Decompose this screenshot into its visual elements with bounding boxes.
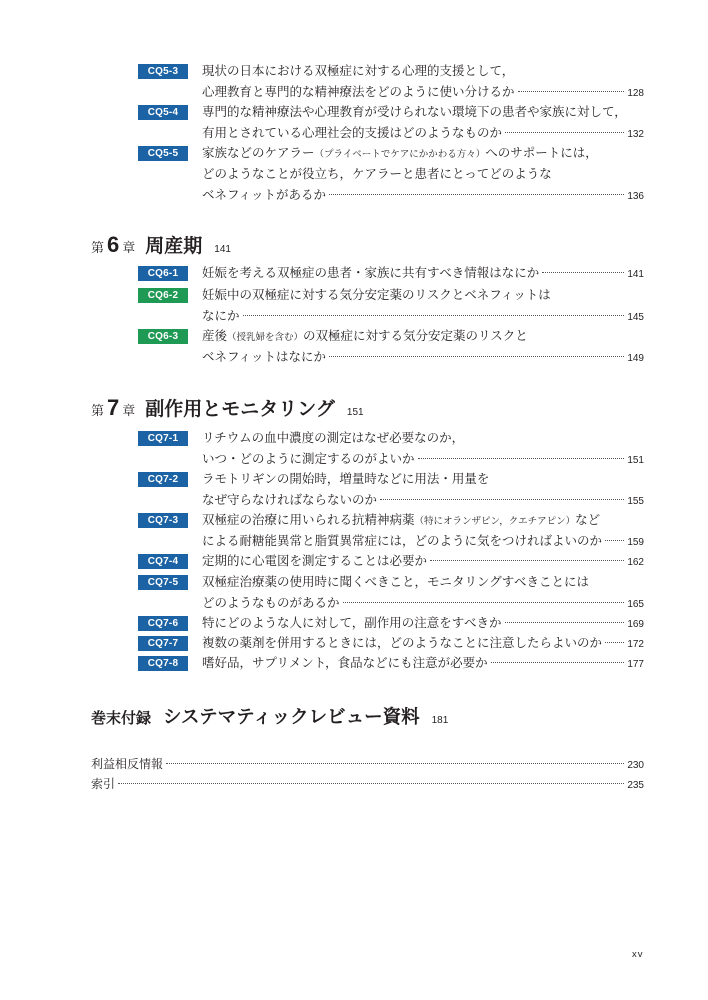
cq-badge: CQ5-4 (138, 105, 188, 120)
toc-line: 特にどのような人に対して，副作用の注意をすべきか 169 (202, 612, 644, 633)
cq-badge: CQ7-5 (138, 575, 188, 590)
page-number: 151 (346, 407, 364, 418)
leader-dots (118, 783, 624, 784)
page-number: 169 (627, 619, 644, 630)
toc-line: リチウムの血中濃度の測定はなぜ必要なのか， (202, 430, 465, 445)
toc-line: による耐糖能異常と脂質異常症には，どのように気をつければよいのか 159 (202, 530, 644, 551)
toc-line: ラモトリギンの開始時，増量時などに用法・用量を (202, 471, 490, 486)
cq-badge: CQ5-5 (138, 146, 188, 161)
leader-dots (491, 662, 625, 663)
cq-badge: CQ7-3 (138, 513, 188, 528)
cq-badge: CQ6-3 (138, 329, 188, 344)
chapter-title: 副作用とモニタリング (145, 398, 335, 420)
leader-dots (605, 642, 624, 643)
cq-badge: CQ6-1 (138, 266, 188, 281)
toc-line: いつ・どのように測定するのがよいか 151 (202, 448, 644, 469)
leader-dots (505, 132, 624, 133)
toc-line: 有用とされている心理社会的支援はどのようなものか 132 (202, 122, 644, 143)
toc-line: 嗜好品，サプリメント，食品などにも注意が必要か 177 (202, 652, 644, 673)
toc-line: 双極症治療薬の使用時に聞くべきこと，モニタリングすべきことには (202, 574, 590, 589)
page-number: 162 (627, 557, 644, 568)
page-number: 141 (627, 269, 644, 280)
page-folio: xv (632, 949, 644, 960)
toc-line: 複数の薬剤を併用するときには，どのようなことに注意したらよいのか 172 (202, 632, 644, 653)
toc-line: 家族などのケアラー （プライベートでケアにかかわる方々） へのサポートには， (202, 145, 598, 160)
cq-badge: CQ7-8 (138, 656, 188, 671)
toc-line: 双極症の治療に用いられる抗精神病薬 （特にオランザピン，クエチアピン） など (202, 512, 601, 527)
leader-dots (542, 272, 624, 273)
toc-line: 専門的な精神療法や心理教育が受けられない環境下の患者や家族に対して， (202, 104, 627, 119)
page-number: 155 (627, 496, 644, 507)
leader-dots (166, 763, 624, 764)
cq-badge: CQ5-3 (138, 64, 188, 79)
leader-dots (430, 560, 624, 561)
page-number: 136 (627, 191, 644, 202)
page-number: 151 (627, 455, 644, 466)
toc-line: どのようなことが役立ち，ケアラーと患者にとってどのような (202, 166, 552, 181)
page-number: 165 (627, 599, 644, 610)
leader-dots (380, 499, 624, 500)
toc-item-index[interactable]: 索引 235 (91, 774, 644, 794)
page-number: 132 (627, 129, 644, 140)
cq-badge: CQ7-2 (138, 472, 188, 487)
toc-line: なにか 145 (202, 305, 644, 326)
page-number: 181 (431, 715, 449, 726)
page-number: 145 (627, 312, 644, 323)
leader-dots (605, 540, 624, 541)
cq-badge: CQ6-2 (138, 288, 188, 303)
leader-dots (329, 356, 624, 357)
page-number: 159 (627, 537, 644, 548)
toc-line: 定期的に心電図を測定することは必要か 162 (202, 550, 644, 571)
page-number: 177 (627, 659, 644, 670)
leader-dots (243, 315, 625, 316)
toc-item-coi[interactable]: 利益相反情報 230 (91, 754, 644, 774)
page-number: 230 (627, 760, 644, 771)
toc-line: なぜ守らなければならないのか 155 (202, 489, 644, 510)
leader-dots (329, 194, 624, 195)
appendix-heading[interactable] (91, 703, 448, 729)
leader-dots (518, 91, 625, 92)
toc-line: 妊娠を考える双極症の患者・家族に共有すべき情報はなにか 141 (202, 262, 644, 283)
page-number: 235 (627, 780, 644, 791)
page-number: 149 (627, 353, 644, 364)
cq-badge: CQ7-6 (138, 616, 188, 631)
cq-badge: CQ7-7 (138, 636, 188, 651)
toc-line: ベネフィットがあるか 136 (202, 184, 644, 205)
toc-line: どのようなものがあるか 165 (202, 592, 644, 613)
chapter-6-heading[interactable]: 第 6 章 周産期 141 (91, 232, 231, 257)
appendix-title: システマティックレビュー資料 (163, 707, 420, 728)
toc-line: 心理教育と専門的な精神療法をどのように使い分けるか 128 (202, 81, 644, 102)
chapter-title: 周産期 (145, 235, 203, 257)
cq-badge: CQ7-4 (138, 554, 188, 569)
page-number: 141 (214, 244, 231, 255)
leader-dots (418, 458, 625, 459)
chapter-7-heading[interactable]: 第 7 章 副作用とモニタリング 151 (91, 395, 364, 420)
page-number: 172 (627, 639, 644, 650)
page-number: 128 (627, 88, 644, 99)
toc-line: ベネフィットはなにか 149 (202, 346, 644, 367)
toc-line: 現状の日本における双極症に対する心理的支援として， (202, 63, 515, 78)
leader-dots (343, 602, 625, 603)
leader-dots (505, 622, 625, 623)
toc-line: 妊娠中の双極症に対する気分安定薬のリスクとベネフィットは (202, 287, 551, 302)
appendix-label: 巻末付録 (91, 709, 152, 727)
cq-badge: CQ7-1 (138, 431, 188, 446)
toc-line: 産後 （授乳婦を含む） の双極症に対する気分安定薬のリスクと (202, 328, 528, 343)
